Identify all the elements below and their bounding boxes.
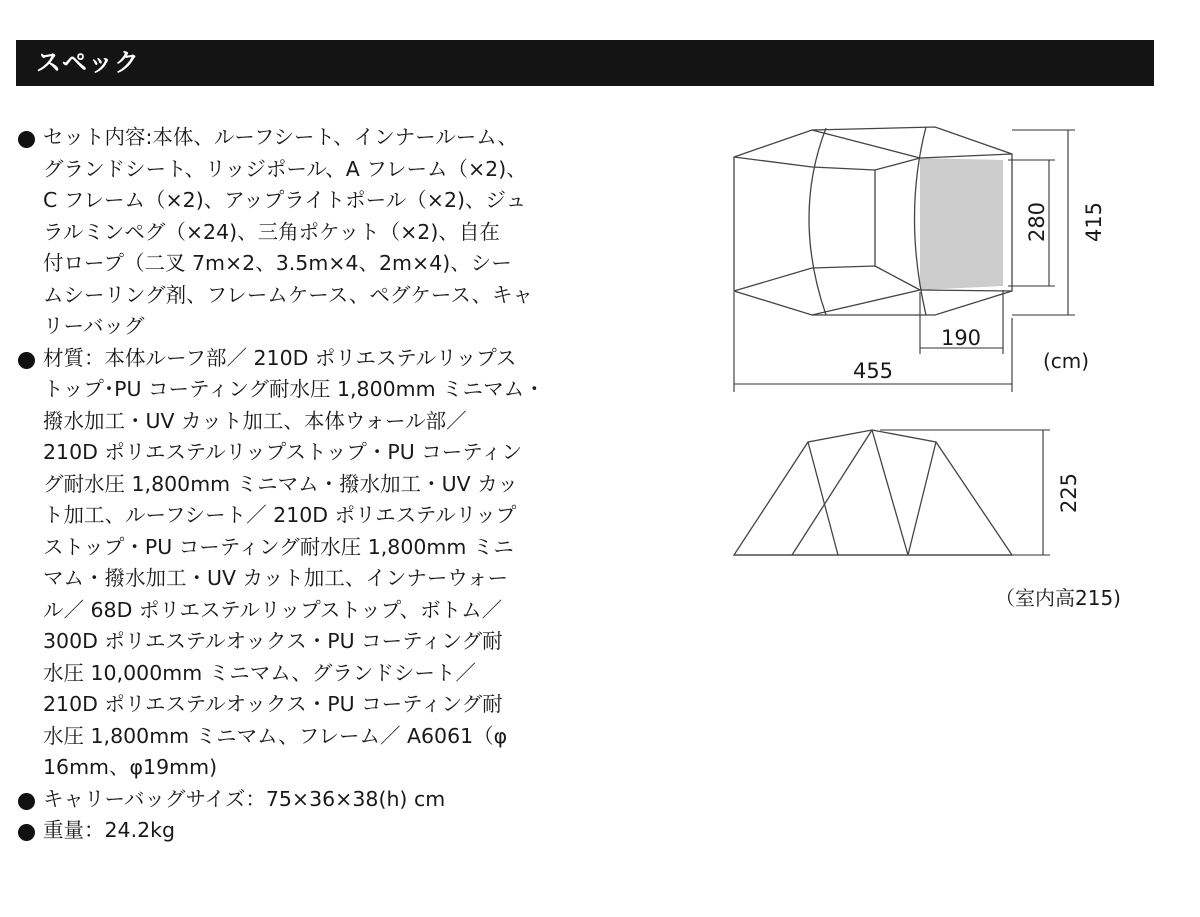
frame-line xyxy=(809,128,826,315)
frame-line xyxy=(734,268,812,291)
unit-label: (cm) xyxy=(1043,349,1090,373)
spec-line: 300D ポリエステルオックス・PU コーティング耐 xyxy=(43,629,503,653)
spec-line: C フレーム（×2)、アップライトポール（×2)、ジュ xyxy=(43,188,527,212)
spec-line: 付ロープ（二叉 7m×2、3.5m×4、2m×4)、シー xyxy=(43,251,512,275)
spec-line: 材質：本体ルーフ部／ 210D ポリエステルリップス xyxy=(43,345,517,370)
spec-line: ムシーリング剤、フレームケース、ペグケース、キャ xyxy=(43,282,533,307)
frame-line xyxy=(812,167,875,170)
spec-line: キャリーバッグサイズ：75×36×38(h) cm xyxy=(43,786,446,811)
spec-line: 水圧 1,800mm ミニマム、フレーム／ A6061（φ xyxy=(43,723,508,748)
spec-line: セット内容:本体、ルーフシート、インナールーム、 xyxy=(43,125,518,149)
spec-line: 210D ポリエステルオックス・PU コーティング耐 xyxy=(43,692,503,716)
dimension-height xyxy=(880,430,1050,555)
spec-line: ル／ 68D ポリエステルリップストップ、ボトム／ xyxy=(43,597,503,622)
spec-line: マム・撥水加工・UV カット加工、インナーウォー xyxy=(43,566,509,590)
frame-line xyxy=(920,290,1012,291)
spec-line: リーバッグ xyxy=(43,314,145,338)
spec-line: 水圧 10,000mm ミニマム、グランドシート／ xyxy=(43,660,476,685)
side-view xyxy=(734,430,1012,555)
spec-line: ストップ・PU コーティング耐水圧 1,800mm ミニ xyxy=(43,534,514,559)
height-label: 225 xyxy=(1057,472,1081,514)
spec-line: 撥水加工・UV カット加工、本体ウォール部／ xyxy=(43,408,467,433)
width-label: 415 xyxy=(1082,201,1106,243)
side-outline xyxy=(734,430,1012,555)
inner-room-area xyxy=(920,158,1003,290)
inner-width-label: 280 xyxy=(1025,201,1049,243)
frame-line xyxy=(808,442,838,555)
spec-line: 210D ポリエステルリップストップ・PU コーティン xyxy=(43,440,523,464)
frame-line xyxy=(920,154,1012,158)
spec-line: ラルミンペグ（×24)、三角ポケット（×2)、自在 xyxy=(43,219,500,244)
frame-line xyxy=(875,266,920,290)
inner-length-label: 190 xyxy=(940,326,982,350)
section-title: スペック xyxy=(36,48,141,77)
frame-line xyxy=(734,157,812,167)
spec-line: 重量：24.2kg xyxy=(43,818,176,842)
spec-line: トップ･PU コーティング耐水圧 1,800mm ミニマム・ xyxy=(43,377,545,401)
plan-view xyxy=(734,127,1012,315)
spec-line: 16mm、φ19mm) xyxy=(43,755,218,779)
spec-line: グランドシート、リッジポール、A フレーム（×2)、 xyxy=(43,156,527,181)
frame-line xyxy=(875,158,920,170)
spec-line: ト加工、ルーフシート／ 210D ポリエステルリップ xyxy=(43,503,517,527)
frame-line xyxy=(812,266,875,268)
frame-line xyxy=(908,442,936,555)
length-label: 455 xyxy=(852,359,894,383)
inner-height-note: （室内高215) xyxy=(995,586,1121,610)
spec-line: グ耐水圧 1,800mm ミニマム・撥水加工・UV カッ xyxy=(43,471,518,496)
frame-line xyxy=(812,290,920,315)
frame-line xyxy=(872,430,908,555)
frame-line xyxy=(812,130,920,158)
